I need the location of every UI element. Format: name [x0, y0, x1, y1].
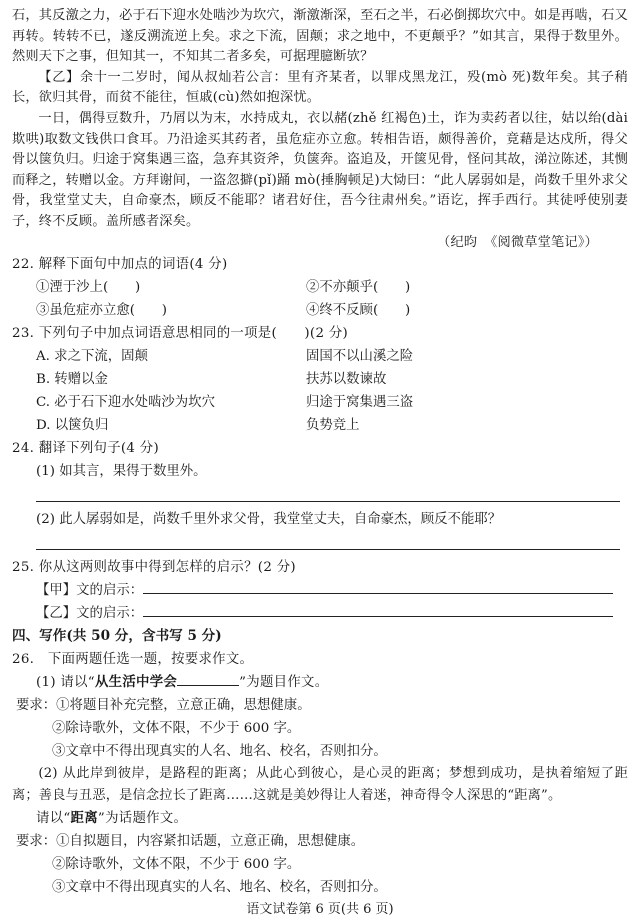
- q23-option-c: [12, 391, 628, 414]
- q25-a-answer-line[interactable]: [143, 579, 613, 594]
- topic-2-pre: 请以“: [36, 811, 71, 827]
- q24-sentence-2: (2) 此人孱弱如是，尚数千里外求父骨，我堂堂丈夫，自命豪杰，顾反不能耶？: [36, 512, 502, 528]
- topic-1-bold: 从生活中学会: [94, 674, 178, 691]
- q22-item-3: ③虽危症亦立愈( ): [36, 303, 167, 319]
- req-label-1: 要求：: [16, 698, 57, 714]
- q23-b-right: 扶苏以数谏故: [306, 372, 387, 388]
- q23-c-left: C. 必于石下迎水处啮沙为坎穴: [36, 395, 215, 411]
- req-label-2: 要求：: [16, 834, 57, 850]
- q25-b-answer-line[interactable]: [143, 602, 613, 617]
- topic-1: [12, 671, 628, 694]
- q22-item-1: ①湮于沙上( ): [36, 280, 141, 296]
- q24-title: 24. 翻译下列句子(4 分): [12, 441, 160, 457]
- req-1-3: ③文章中不得出现真实的人名、地名、校名，否则扣分。: [52, 744, 387, 760]
- q23-b-left: B. 转赠以金: [36, 372, 108, 388]
- q24-sentence-1: (1) 如其言，果得于数里外。: [36, 464, 207, 480]
- req-1-2: ②除诗歌外，文体不限，不少于 600 字。: [52, 721, 301, 737]
- passage-b-intro: 【乙】余十一二岁时，闻从叔灿若公言：里有齐某者，以罪戍黑龙江，殁(mò 死)数年矣。其子稍长，欲归其骨，而贫不能往，恒戚(cù)然如抱深忧。: [12, 69, 628, 106]
- q25-a-label: 【甲】文的启示：: [36, 583, 144, 599]
- q25-b: [12, 602, 628, 625]
- topic-2-intro: (2) 从此岸到彼岸，是路程的距离；从此心到彼心，是心灵的距离；梦想到成功，是执着缩短了距离；善良与丑恶，是信念拉长了距离……这就是美妙得让人着迷，神奇得令人深思的“距离”。: [12, 766, 628, 804]
- req-1-1-text: ①将题目补充完整，立意正确，思想健康。: [56, 698, 311, 714]
- q22-item-4: ④终不反顾( ): [306, 303, 411, 319]
- q23-option-d: [12, 414, 628, 437]
- req-2-2: ②除诗歌外，文体不限，不少于 600 字。: [52, 857, 301, 873]
- q22-row-2: [12, 299, 628, 322]
- topic-2-post: ”为话题作文。: [97, 811, 188, 827]
- topic-2-bold: 距离: [70, 810, 98, 827]
- page-footer: 语文试卷第 6 页(共 6 页): [246, 902, 394, 917]
- req-2-1: [12, 830, 628, 853]
- q23-a-right: 固国不以山溪之险: [306, 349, 414, 365]
- topic-1-post: ”为题目作文。: [239, 675, 329, 691]
- q25-title: 25. 你从这两则故事中得到怎样的启示？(2 分): [12, 560, 296, 576]
- req-2-3: ③文章中不得出现真实的人名、地名、校名，否则扣分。: [52, 880, 387, 896]
- passage-source: （纪昀 《阅微草堂笔记》）: [437, 234, 598, 250]
- q25-a: [12, 579, 628, 602]
- exam-page: [12, 6, 628, 899]
- q22-row-1: [12, 276, 628, 299]
- topic-2: [12, 807, 628, 830]
- writing-section-title: 四、写作(共 50 分，含书写 5 分): [12, 628, 222, 645]
- q24-answer-line-2[interactable]: [36, 531, 620, 550]
- q23-title: 23. 下列句子中加点词语意思相同的一项是( )(2 分): [12, 326, 349, 342]
- q23-option-b: [12, 368, 628, 391]
- q23-a-left: A. 求之下流，固颠: [36, 349, 148, 365]
- topic-1-pre: (1) 请以“: [36, 675, 95, 691]
- q25-b-label: 【乙】文的启示：: [36, 606, 144, 622]
- passage-b-body: 一日，偶得豆数升，乃屑以为末，水持成丸，衣以赭(zhě 红褐色)土，诈为卖药者以往，姑以绐(dài 欺哄)取数文钱供口食耳。乃沿途买其药者，虽危症亦立愈。转相告语，颇得善价，竟藉是达戍所，得父骨以箧负归。归途于窝集遇三盗，急弃其资斧，负箧奔。盗追及，开箧见骨，怪问其故，涕泣陈述，其恻而释之，转赠以金。方拜谢间，一盗忽擗(pǐ)踊 mò(捶胸顿足)大恸曰：“此人孱弱如是，尚数千里外求父骨，我堂堂丈夫，自命豪杰，顾反不能耶？诸君好住，吾今往肃州矣。”语讫，挥手西行。其徒呼使别妻子，终不反顾。盖所感者深矣。: [12, 110, 628, 229]
- req-2-1-text: ①自拟题目，内容紧扣话题，立意正确，思想健康。: [56, 834, 365, 850]
- topic-1-blank[interactable]: [177, 671, 239, 686]
- passage-a-end: 石，其反激之力，必于石下迎水处啮沙为坎穴，渐激渐深，至石之半，石必倒掷坎穴中。如是再啮，石又再转。转转不已，遂反溯流逆上矣。求之下流，固颠；求之地中，不更颠乎？”如其言，果得于数里外。然则天下之事，但知其一，不知其二者多矣，可据理臆断欤？: [12, 8, 628, 65]
- writing-title: 26. 下面两题任选一题，按要求作文。: [12, 652, 254, 668]
- q24-answer-line-1[interactable]: [36, 483, 620, 502]
- q23-d-left: D. 以箧负归: [36, 418, 109, 434]
- q22-title: 22. 解释下面句中加点的词语(4 分): [12, 257, 228, 273]
- q23-option-a: [12, 345, 628, 368]
- q23-d-right: 负势竞上: [306, 418, 360, 434]
- req-1-1: [12, 694, 628, 717]
- q22-item-2: ②不亦颠乎( ): [306, 280, 411, 296]
- q23-c-right: 归途于窝集遇三盗: [306, 395, 414, 411]
